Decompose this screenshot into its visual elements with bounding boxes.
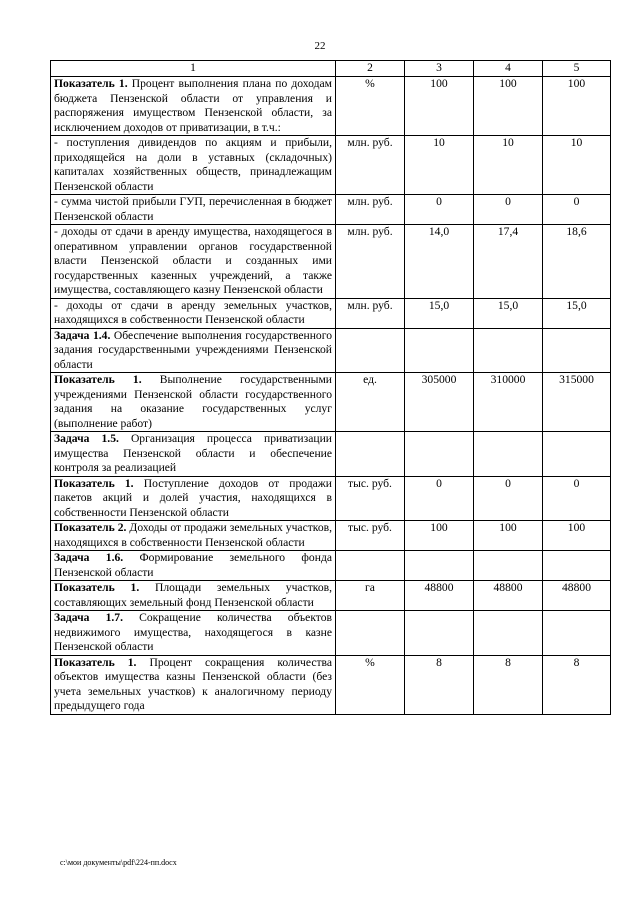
indicator-text: - доходы от сдачи в аренду имущества, находящегося в оперативном управлении органов государственной власти Пензенской области и созданных ими государственных казенных учреждений, а также имущества, составляющего казну Пензенской области bbox=[54, 225, 332, 296]
value-cell: 310000 bbox=[474, 373, 543, 432]
indicator-text: Сокращение количества объектов недвижимого имущества, находящегося в казне Пензенской области bbox=[54, 611, 332, 653]
value-cell: 15,0 bbox=[405, 298, 474, 328]
value-cell: 100 bbox=[543, 521, 611, 551]
value-cell bbox=[543, 328, 611, 373]
value-cell: 8 bbox=[405, 655, 474, 714]
indicator-text: Площади земельных участков, составляющих земельный фонд Пензенской области bbox=[54, 581, 332, 609]
value-cell: 0 bbox=[474, 476, 543, 521]
value-cell: 100 bbox=[474, 521, 543, 551]
indicator-text: - поступления дивидендов по акциям и прибыли, приходящейся на доли в уставных (складочных) капиталах хозяйственных обществ, принадлежащим Пензенской области bbox=[54, 136, 332, 193]
unit-cell: млн. руб. bbox=[336, 225, 405, 299]
value-cell: 8 bbox=[543, 655, 611, 714]
indicator-text: Обеспечение выполнения государственного задания государственными учреждениями Пензенской области bbox=[54, 328, 332, 371]
indicator-description bbox=[51, 521, 336, 551]
table-row bbox=[51, 551, 611, 581]
indicator-text: Организация процесса приватизации имущества Пензенской области и обеспечение контроля за реализацией bbox=[54, 432, 332, 474]
indicator-text: Выполнение государственными учреждениями Пензенской области государственного задания на оказание государственных услуг (выполнение работ) bbox=[54, 373, 332, 430]
value-cell: 100 bbox=[405, 521, 474, 551]
indicator-description bbox=[51, 77, 336, 136]
table-header-row bbox=[51, 61, 611, 77]
value-cell: 15,0 bbox=[474, 298, 543, 328]
value-cell: 8 bbox=[474, 655, 543, 714]
page-number: 22 bbox=[314, 40, 326, 52]
indicator-lead: Показатель 1. bbox=[54, 581, 140, 594]
table-row bbox=[51, 581, 611, 611]
value-cell bbox=[405, 432, 474, 477]
value-cell bbox=[474, 611, 543, 656]
unit-cell bbox=[336, 611, 405, 656]
unit-cell: тыс. руб. bbox=[336, 521, 405, 551]
unit-cell: млн. руб. bbox=[336, 195, 405, 225]
indicator-lead: Показатель 1. bbox=[54, 476, 134, 490]
value-cell bbox=[543, 551, 611, 581]
indicator-description bbox=[51, 611, 336, 656]
indicator-lead: Показатель 1. bbox=[54, 77, 128, 90]
value-cell: 17,4 bbox=[474, 225, 543, 299]
value-cell bbox=[405, 328, 474, 373]
value-cell: 48800 bbox=[474, 581, 543, 611]
value-cell bbox=[474, 432, 543, 477]
table-row bbox=[51, 521, 611, 551]
table-row bbox=[51, 298, 611, 328]
value-cell: 10 bbox=[405, 136, 474, 195]
table-row bbox=[51, 373, 611, 432]
unit-cell: млн. руб. bbox=[336, 298, 405, 328]
indicator-description bbox=[51, 298, 336, 328]
indicator-text: - сумма чистой прибыли ГУП, перечисленная в бюджет Пензенской области bbox=[54, 195, 332, 223]
indicator-lead: Задача 1.6. bbox=[54, 551, 124, 564]
value-cell bbox=[405, 551, 474, 581]
value-cell: 10 bbox=[474, 136, 543, 195]
indicator-lead: Показатель 1. bbox=[54, 655, 137, 669]
table-row bbox=[51, 611, 611, 656]
value-cell: 0 bbox=[405, 195, 474, 225]
table-row bbox=[51, 328, 611, 373]
indicator-text: - доходы от сдачи в аренду земельных участков, находящихся в собственности Пензенской области bbox=[54, 298, 332, 326]
indicator-lead: Показатель 1. bbox=[54, 373, 142, 386]
file-path-footer: с:\мои документы\pdf\224-пп.docx bbox=[60, 858, 177, 867]
indicator-description bbox=[51, 581, 336, 611]
table-row bbox=[51, 476, 611, 521]
indicator-lead: Показатель 2. bbox=[54, 521, 127, 534]
value-cell bbox=[405, 611, 474, 656]
column-header: 5 bbox=[543, 61, 611, 77]
column-header: 2 bbox=[336, 61, 405, 77]
table-row bbox=[51, 195, 611, 225]
column-header: 4 bbox=[474, 61, 543, 77]
value-cell: 48800 bbox=[405, 581, 474, 611]
value-cell: 305000 bbox=[405, 373, 474, 432]
indicator-description bbox=[51, 195, 336, 225]
indicator-description bbox=[51, 373, 336, 432]
value-cell bbox=[474, 551, 543, 581]
unit-cell: % bbox=[336, 655, 405, 714]
column-header: 1 bbox=[51, 61, 336, 77]
unit-cell bbox=[336, 328, 405, 373]
value-cell: 10 bbox=[543, 136, 611, 195]
indicators-table bbox=[50, 60, 611, 715]
value-cell: 315000 bbox=[543, 373, 611, 432]
value-cell bbox=[474, 328, 543, 373]
indicator-description bbox=[51, 432, 336, 477]
indicator-description bbox=[51, 328, 336, 373]
table-row bbox=[51, 136, 611, 195]
value-cell: 0 bbox=[543, 476, 611, 521]
indicator-description bbox=[51, 476, 336, 521]
table-row bbox=[51, 77, 611, 136]
unit-cell: ед. bbox=[336, 373, 405, 432]
unit-cell: % bbox=[336, 77, 405, 136]
value-cell bbox=[543, 432, 611, 477]
indicator-description bbox=[51, 136, 336, 195]
indicator-description bbox=[51, 225, 336, 299]
value-cell: 100 bbox=[405, 77, 474, 136]
indicator-description bbox=[51, 551, 336, 581]
value-cell: 18,6 bbox=[543, 225, 611, 299]
value-cell: 48800 bbox=[543, 581, 611, 611]
value-cell: 15,0 bbox=[543, 298, 611, 328]
value-cell: 0 bbox=[543, 195, 611, 225]
indicator-lead: Задача 1.4. bbox=[54, 328, 111, 342]
unit-cell: тыс. руб. bbox=[336, 476, 405, 521]
value-cell: 0 bbox=[474, 195, 543, 225]
indicator-lead: Задача 1.5. bbox=[54, 432, 119, 445]
unit-cell: млн. руб. bbox=[336, 136, 405, 195]
table-row bbox=[51, 655, 611, 714]
indicator-text: Поступление доходов от продажи пакетов акций и долей участия, находящихся в собственности Пензенской области bbox=[54, 476, 332, 519]
indicator-text: Процент выполнения плана по доходам бюджета Пензенской области от управления и распоряжения имуществом Пензенской области, за исключением доходов от приватизации, в т.ч.: bbox=[54, 77, 332, 134]
unit-cell bbox=[336, 551, 405, 581]
indicator-text: Процент сокращения количества объектов имущества казны Пензенской области (без учета земельных участков) к аналогичному периоду предыдущего года bbox=[54, 655, 332, 712]
value-cell: 14,0 bbox=[405, 225, 474, 299]
value-cell: 0 bbox=[405, 476, 474, 521]
indicator-text: Доходы от продажи земельных участков, находящихся в собственности Пензенской области bbox=[54, 521, 333, 549]
indicator-description bbox=[51, 655, 336, 714]
column-header: 3 bbox=[405, 61, 474, 77]
indicator-lead: Задача 1.7. bbox=[54, 611, 123, 624]
value-cell: 100 bbox=[543, 77, 611, 136]
indicator-text: Формирование земельного фонда Пензенской области bbox=[54, 551, 332, 579]
value-cell: 100 bbox=[474, 77, 543, 136]
table-row bbox=[51, 225, 611, 299]
unit-cell bbox=[336, 432, 405, 477]
table-row bbox=[51, 432, 611, 477]
unit-cell: га bbox=[336, 581, 405, 611]
value-cell bbox=[543, 611, 611, 656]
